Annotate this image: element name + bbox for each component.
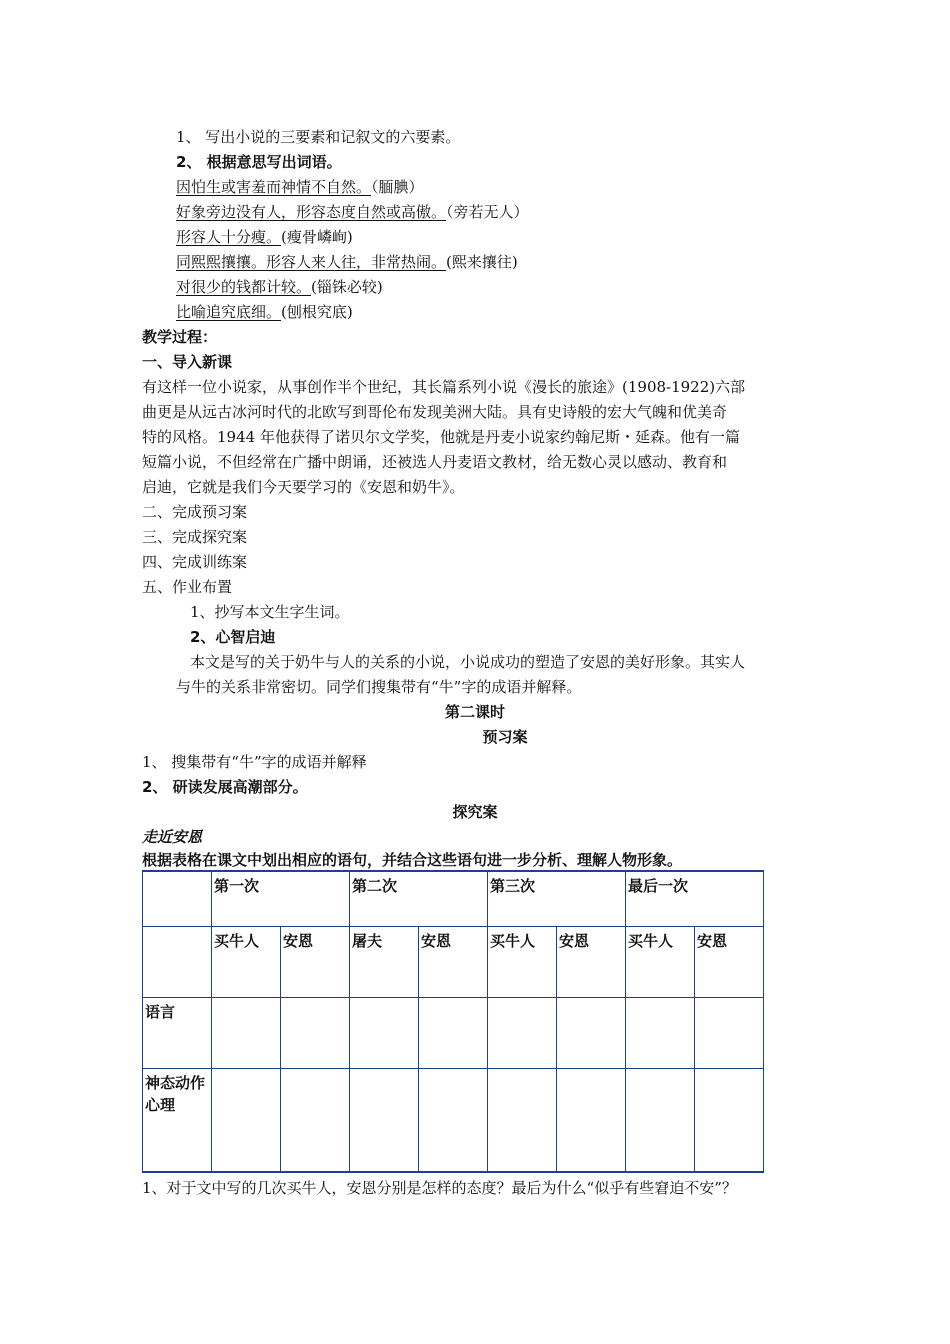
table-header-time: 第一次 [212,871,350,927]
table-cell[interactable] [350,1069,419,1173]
word-definition: 对很少的钱都计较。 [176,278,312,296]
table-cell[interactable] [212,998,281,1069]
lesson2-preview-title: 预习案 [482,728,528,746]
table-header-role: 安恩 [695,927,764,998]
process-heading: 教学过程： [142,328,218,346]
table-header-role: 买牛人 [212,927,281,998]
table-header-time: 最后一次 [626,871,764,927]
table-cell [143,871,212,927]
table-row-label: 语言 [143,998,212,1069]
analysis-table [142,870,764,1173]
table-cell[interactable] [557,998,626,1069]
word-answer: （腼腆） [371,178,424,196]
intro-line: 有这样一位小说家，从事创作半个世纪，其长篇系列小说《漫长的旅途》(1908-1922)六部 [142,378,746,396]
word-answer: （旁若无人） [446,203,529,221]
table-cell[interactable] [695,998,764,1069]
table-header-role: 安恩 [281,927,350,998]
preview-question-2: 2、 根据意思写出词语。 [176,153,342,171]
explore-title: 探究案 [452,803,498,821]
table-header-role: 安恩 [419,927,488,998]
table-cell[interactable] [488,1069,557,1173]
section-3-title: 三、完成探究案 [142,528,248,546]
table-cell [143,927,212,998]
table-cell[interactable] [488,998,557,1069]
section-1-title: 一、导入新课 [142,353,233,371]
table-cell[interactable] [557,1069,626,1173]
section-4-title: 四、完成训练案 [142,553,248,571]
word-definition: 因怕生或害羞而神情不自然。 [176,178,372,196]
table-header-time: 第三次 [488,871,626,927]
word-item [176,226,353,248]
table-row [143,871,764,927]
word-definition: 同熙熙攘攘。形容人来人往，非常热闹。 [176,253,447,271]
word-item [176,301,353,323]
table-header-role: 买牛人 [626,927,695,998]
homework-paragraph-line: 与牛的关系非常密切。同学们搜集带有“牛”字的成语并解释。 [176,678,582,696]
lesson2-title: 第二课时 [444,703,505,721]
intro-line: 短篇小说，不但经常在广播中朗诵，还被选人丹麦语文教材，给无数心灵以感动、教育和 [142,453,728,471]
table-row [143,998,764,1069]
word-answer: (瘦骨嶙峋) [281,228,353,246]
word-item [176,176,424,198]
table-cell[interactable] [350,998,419,1069]
word-item [176,251,518,273]
intro-line: 特的风格。1944 年他获得了诺贝尔文学奖，他就是丹麦小说家约翰尼斯・延森。他有一篇 [142,428,740,446]
table-cell[interactable] [212,1069,281,1173]
word-definition: 形容人十分瘦。 [176,228,282,246]
explore-question-1: 1、对于文中写的几次买牛人，安恩分别是怎样的态度？最后为什么“似乎有些窘迫不安”？ [142,1179,737,1197]
table-cell[interactable] [419,998,488,1069]
word-answer: (熙来攘往) [446,253,518,271]
word-answer: (锱铢必较) [311,278,383,296]
table-header-role: 安恩 [557,927,626,998]
word-item [176,201,529,223]
homework-paragraph-line: 本文是写的关于奶牛与人的关系的小说，小说成功的塑造了安恩的美好形象。其实人 [190,653,746,671]
word-definition: 好象旁边没有人，形容态度自然或高傲。 [176,203,447,221]
table-row [143,927,764,998]
table-header-role: 买牛人 [488,927,557,998]
table-row-label: 神态动作心理 [143,1069,212,1173]
word-item [176,276,383,298]
table-cell[interactable] [626,998,695,1069]
table-header-time: 第二次 [350,871,488,927]
table-cell[interactable] [626,1069,695,1173]
homework-2: 2、心智启迪 [190,628,276,646]
explore-instruction: 根据表格在课文中划出相应的语句，并结合这些语句进一步分析、理解人物形象。 [142,851,683,869]
section-5-title: 五、作业布置 [142,578,233,596]
explore-section-title: 走近安恩 [142,828,203,846]
section-2-title: 二、完成预习案 [142,503,248,521]
lesson2-preview-item-1: 1、 搜集带有“牛”字的成语并解释 [142,753,367,771]
table-row [143,1069,764,1173]
lesson2-preview-item-2: 2、 研读发展高潮部分。 [142,778,308,796]
intro-line: 启迪，它就是我们今天要学习的《安恩和奶牛》。 [142,478,465,496]
intro-line: 曲更是从远古冰河时代的北欧写到哥伦布发现美洲大陆。具有史诗般的宏大气魄和优美奇 [142,403,728,421]
word-answer: (刨根究底) [281,303,353,321]
table-cell[interactable] [695,1069,764,1173]
homework-1: 1、抄写本文生字生词。 [190,603,350,621]
table-cell[interactable] [281,998,350,1069]
preview-question-1: 1、 写出小说的三要素和记叙文的六要素。 [176,128,461,146]
word-definition: 比喻追究底细。 [176,303,282,321]
table-cell[interactable] [419,1069,488,1173]
table-header-role: 屠夫 [350,927,419,998]
table-cell[interactable] [281,1069,350,1173]
